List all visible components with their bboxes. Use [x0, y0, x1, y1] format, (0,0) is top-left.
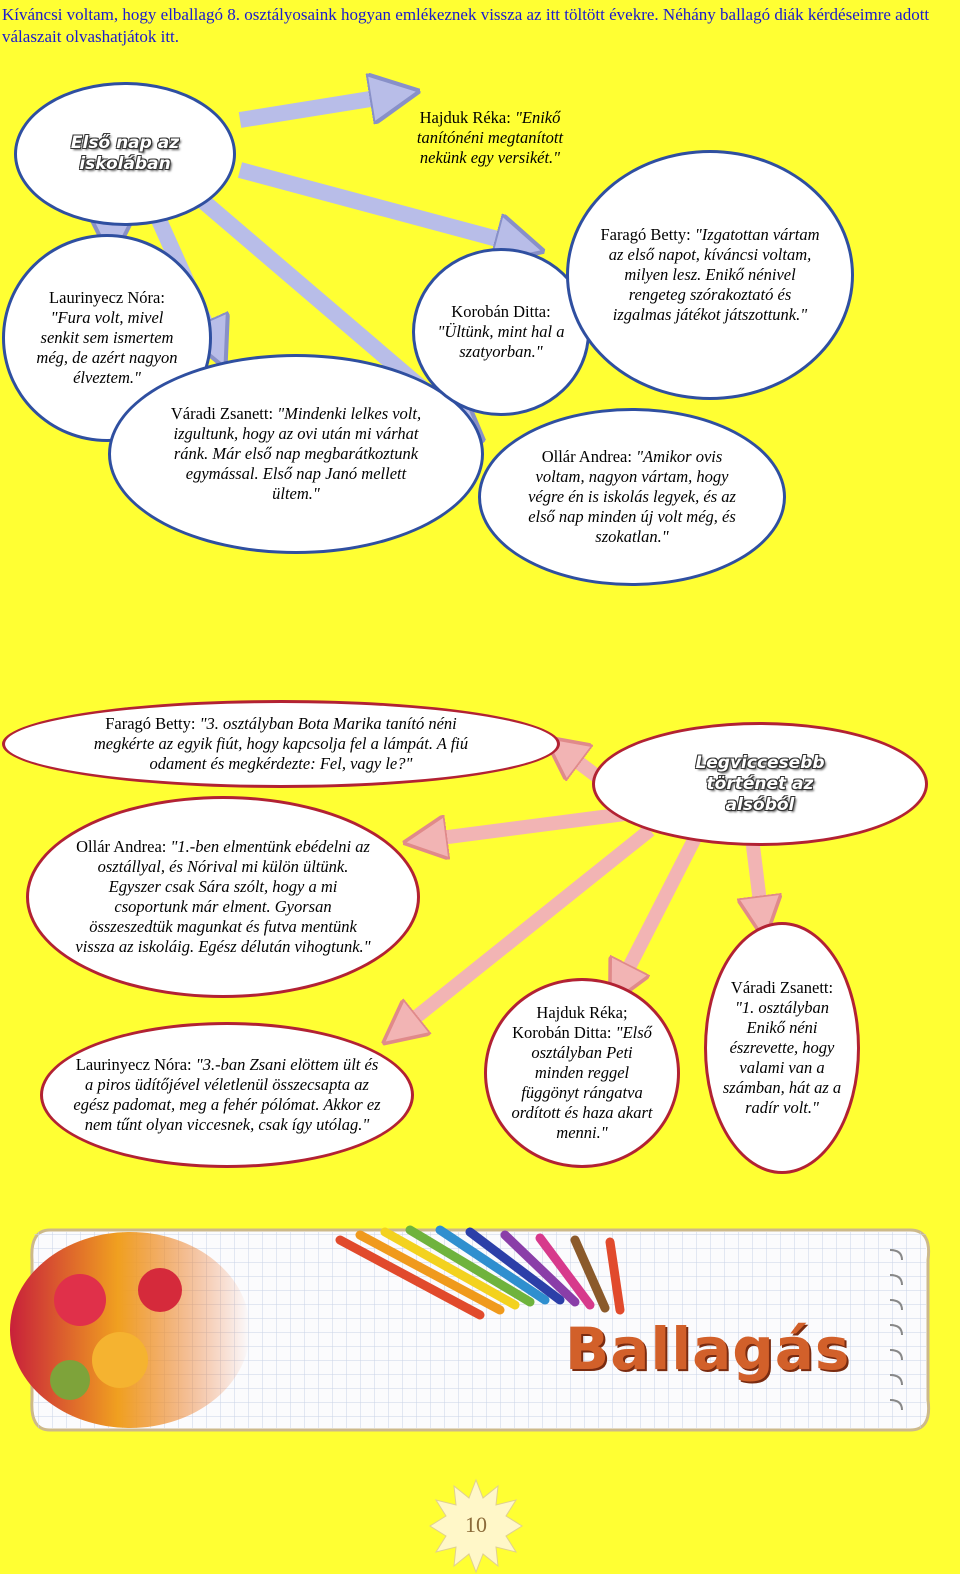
bubble-quote: "Enikő tanítónéni megtanított nekünk egy versikét."	[416, 108, 564, 167]
bubble-quote: "Első osztályban Peti minden reggel függönyt rángatva ordított és haza akart menni."	[511, 1023, 653, 1142]
bubble-quote: "Izgatottan vártam az első napot, kíváncsi voltam, milyen lesz. Enikő nénivel rengeteg szórakoztató és izgalmas játékot játszottunk."	[608, 225, 820, 324]
bubble-name: Faragó Betty:	[600, 225, 691, 244]
bubble-name: Váradi Zsanett:	[170, 404, 274, 423]
bubble-quote: "Ültünk, mint hal a szatyorban."	[437, 322, 565, 361]
bubble-name: Hajduk Réka; Korobán Ditta:	[512, 1003, 628, 1042]
section1-title: Első nap az iskolában	[70, 133, 180, 174]
arrow-to-varadi-funny	[752, 838, 762, 918]
bubble-name: Váradi Zsanett:	[730, 978, 834, 997]
flower-bouquet	[10, 1232, 250, 1428]
bubble-laurinyecz-funny	[40, 1022, 414, 1168]
bubble-name: Laurinyecz Nóra:	[49, 288, 165, 307]
bubble-quote: "1.-ben elmentünk ebédelni az osztállyal, és Nórival mi külön ültünk. Egyszer csak Sára szólt, hogy a mi csoportunk már elment. Gyorsan összeszedtük magunkat és futva mentünk vissza az iskoláig. Egész délután vihogtunk."	[75, 837, 371, 956]
bubble-quote: "1. osztályban Enikő néni észrevette, hogy valami van a számban, hát az a radír volt."	[722, 998, 842, 1117]
bubble-name: Ollár Andrea:	[76, 837, 167, 856]
bubble-ollar-funny	[26, 796, 420, 998]
bubble-name: Hajduk Réka:	[419, 108, 511, 127]
bubble-quote: "Amikor ovis voltam, nagyon vártam, hogy végre én is iskolás legyek, és az első nap minden új volt még, és szokatlan."	[528, 447, 736, 546]
arrow-to-ollar-funny	[425, 812, 640, 840]
bubble-farago-funny	[2, 700, 560, 788]
intro-text: Kíváncsi voltam, hogy elballagó 8. osztályosaink hogyan emlékeznek vissza az itt töltött évekre. Néhány ballagó diák kérdéseimre adott válaszait olvashatjátok itt.	[2, 5, 930, 46]
page-number: 10	[465, 1512, 487, 1537]
bubble-quote: "Mindenki lelkes volt, izgultunk, hogy az ovi után mi várhat ránk. Már első nap megbarátkoztunk egymással. Első nap Janó mellett ültem."	[173, 404, 422, 503]
bubble-quote: "3.-ban Zsani elöttem ült és a piros üdítőjével véletlenül összecsapta az egész padomat, meg a fehér pólómat. Akkor ez nem tűnt olyan viccesnek, csak így utólag."	[73, 1055, 381, 1134]
bubble-quote: "3. osztályban Bota Marika tanító néni megkérte az egyik fiút, hogy kapcsolja fel a lámpát. A fiú odament és megkérdezte: Fel, vagy le?"	[93, 714, 469, 773]
bubble-name: Ollár Andrea:	[541, 447, 632, 466]
arrow-to-hajduk-funny	[620, 838, 695, 985]
bubble-quote: "Fura volt, mivel senkit sem ismertem még, de azért nagyon élveztem."	[36, 308, 178, 387]
bubble-name: Laurinyecz Nóra:	[75, 1055, 192, 1074]
bubble-hajduk-koroban-funny	[484, 978, 680, 1168]
bubble-name: Korobán Ditta:	[451, 302, 551, 321]
bubble-name: Faragó Betty:	[105, 714, 196, 733]
section2-title: Legviccesebb történet az alsóból	[695, 752, 825, 815]
section2-title-oval	[592, 722, 928, 846]
banner-title: Ballagás	[565, 1315, 851, 1383]
bubble-varadi-funny	[704, 922, 860, 1174]
